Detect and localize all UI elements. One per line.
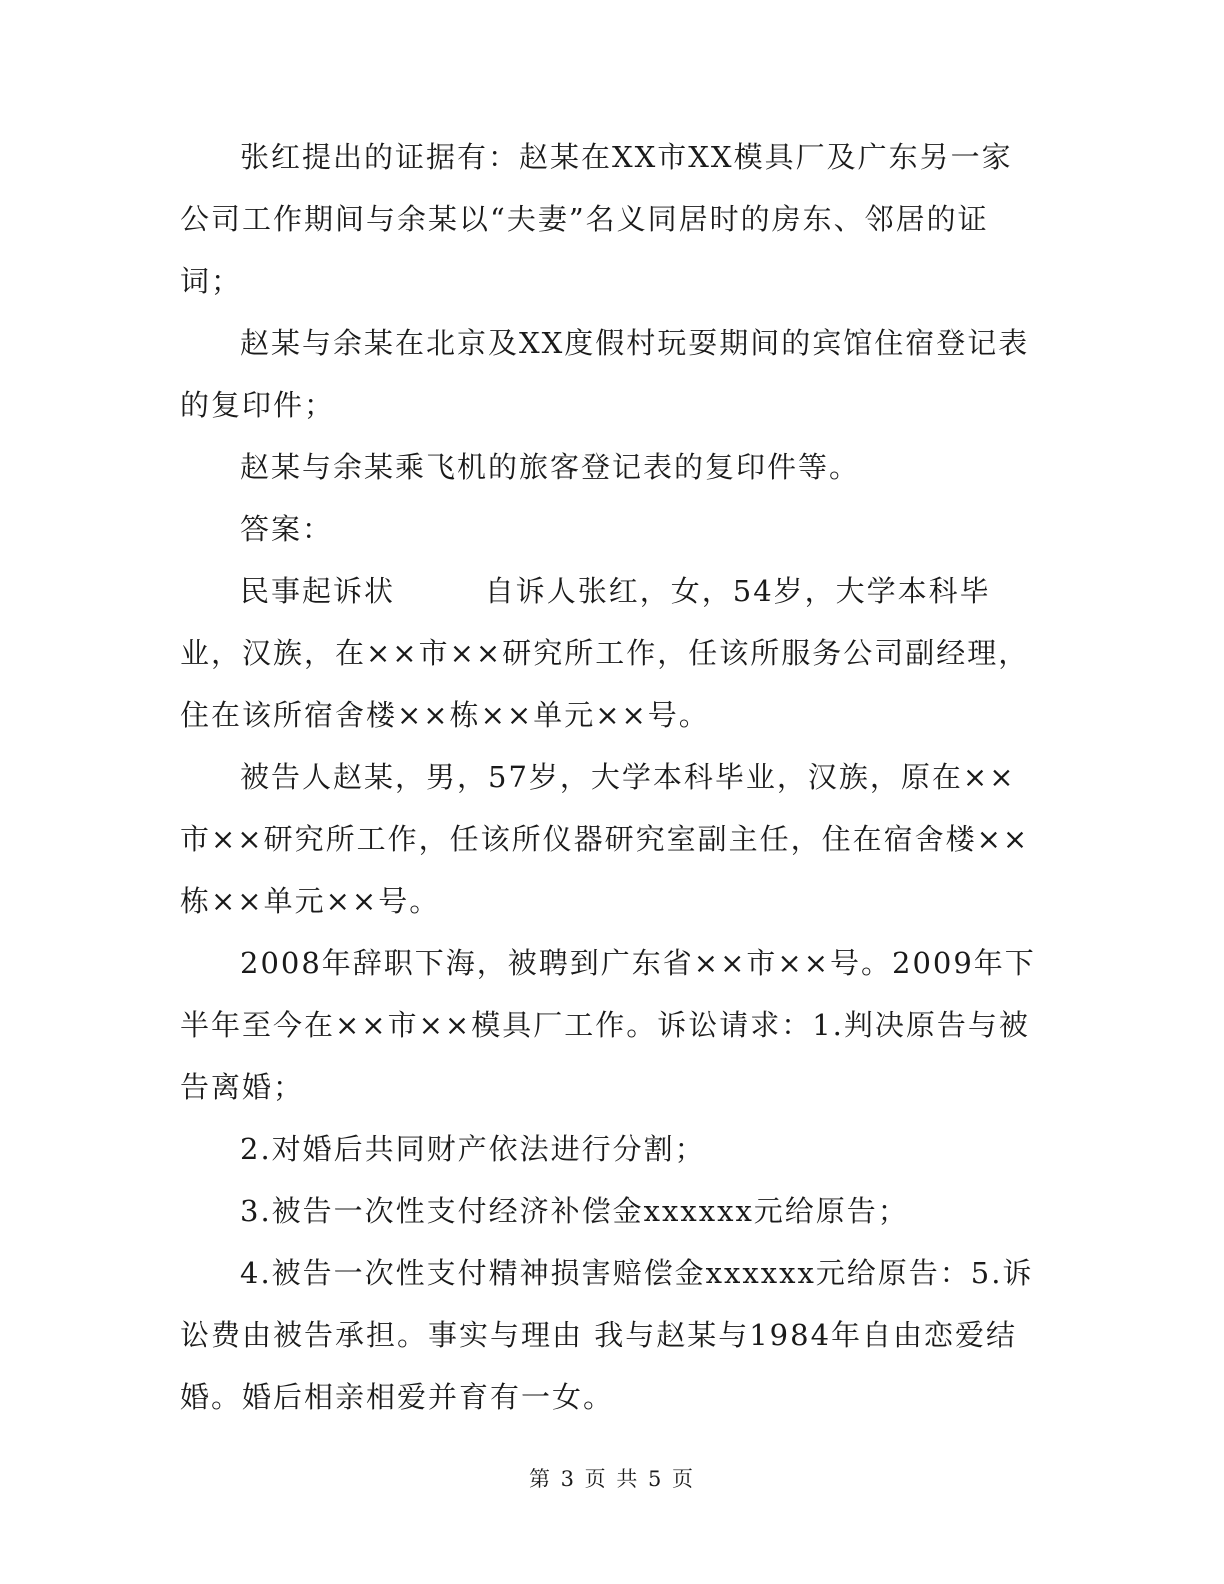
- paragraph-claims-1: 2008年辞职下海，被聘到广东省××市××号。2009年下半年至今在××市××模具厂工作。诉讼请求：1.判决原告与被告离婚；: [180, 946, 1036, 1104]
- paragraph-defendant: 被告人赵某，男，57岁，大学本科毕业，汉族，原在××市××研究所工作，任该所仪器研究室副主任，住在宿舍楼××栋××单元××号。: [180, 760, 1030, 918]
- document-body: [180, 126, 1040, 1428]
- paragraph-flight-records: 赵某与余某乘飞机的旅客登记表的复印件等。: [240, 450, 861, 484]
- paragraph-hotel-records: 赵某与余某在北京及XX度假村玩耍期间的宾馆住宿登记表的复印件；: [180, 326, 1030, 422]
- paragraph-plaintiff: 民事起诉状 自诉人张红，女，54岁，大学本科毕业，汉族，在××市××研究所工作，任该所服务公司副经理，住在该所宿舍楼××栋××单元××号。: [180, 574, 1030, 732]
- paragraph-claims-2: 2.对婚后共同财产依法进行分割；: [240, 1132, 706, 1166]
- paragraph-claims-4-facts: 4.被告一次性支付精神损害赔偿金xxxxxx元给原告：5.诉讼费由被告承担。事实与理由 我与赵某与1984年自由恋爱结婚。婚后相亲相爱并育有一女。: [180, 1256, 1034, 1414]
- paragraph-claims-3: 3.被告一次性支付经济补偿金xxxxxx元给原告；: [240, 1194, 909, 1228]
- page-number-footer: 第 3 页 共 5 页: [528, 1467, 696, 1491]
- paragraph-evidence: 张红提出的证据有：赵某在XX市XX模具厂及广东另一家公司工作期间与余某以“夫妻”名义同居时的房东、邻居的证词；: [180, 140, 1013, 298]
- paragraph-answer-heading: 答案：: [240, 512, 334, 546]
